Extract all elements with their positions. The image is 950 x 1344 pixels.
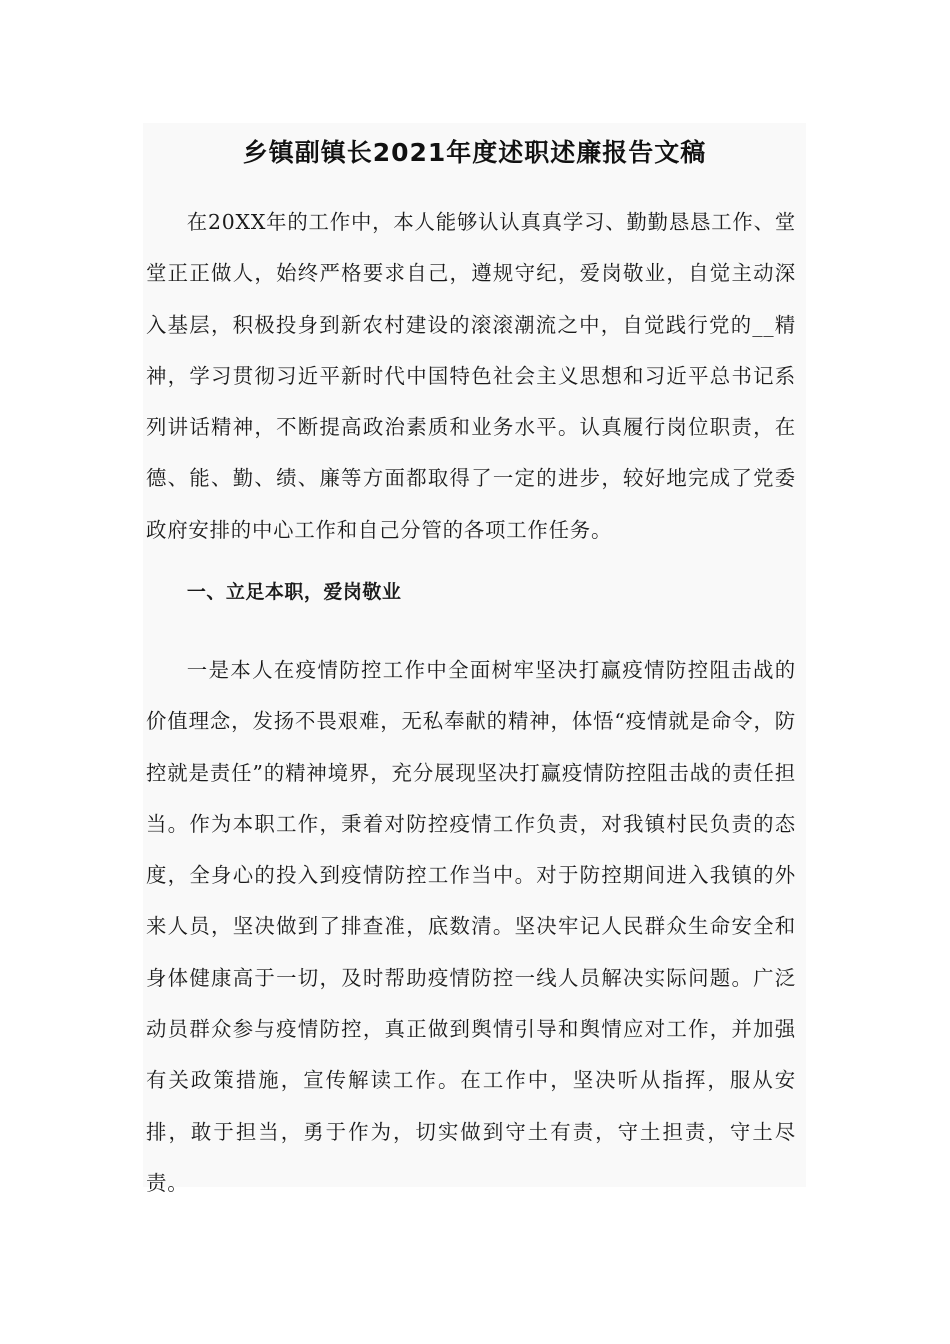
document-title: 乡镇副镇长2021年度述职述廉报告文稿 (242, 138, 707, 167)
section-paragraph: 一是本人在疫情防控工作中全面树牢坚决打赢疫情防控阻击战的价值理念，发扬不畏艰难，无私奉献的精神，体悟“疫情就是命令，防控就是责任”的精神境界，充分展现坚决打赢疫情防控阻击战的责任担当。作为本职工作，秉着对防控疫情工作负责，对我镇村民负责的态度，全身心的投入到疫情防控工作当中。对于防控期间进入我镇的外来人员，坚决做到了排查准，底数清。坚决牢记人民群众生命安全和身体健康高于一切，及时帮助疫情防控一线人员解决实际问题。广泛动员群众参与疫情防控，真正做到舆情引导和舆情应对工作，并加强有关政策措施，宣传解读工作。在工作中，坚决听从指挥，服从安排，敢于担当，勇于作为，切实做到守土有责，守土担责，守土尽责。 (146, 658, 796, 1195)
document-text-block (143, 123, 806, 1195)
intro-paragraph: 在20XX年的工作中，本人能够认认真真学习、勤勤恳恳工作、堂堂正正做人，始终严格要求自己，遵规守纪，爱岗敬业，自觉主动深入基层，积极投身到新农村建设的滚滚潮流之中，自觉践行党的__精神，学习贯彻习近平新时代中国特色社会主义思想和习近平总书记系列讲话精神，不断提高政治素质和业务水平。认真履行岗位职责，在德、能、勤、绩、廉等方面都取得了一定的进步，较好地完成了党委政府安排的中心工作和自己分管的各项工作任务。 (146, 210, 796, 542)
section-heading: 一、立足本职，爱岗敬业 (186, 581, 402, 603)
